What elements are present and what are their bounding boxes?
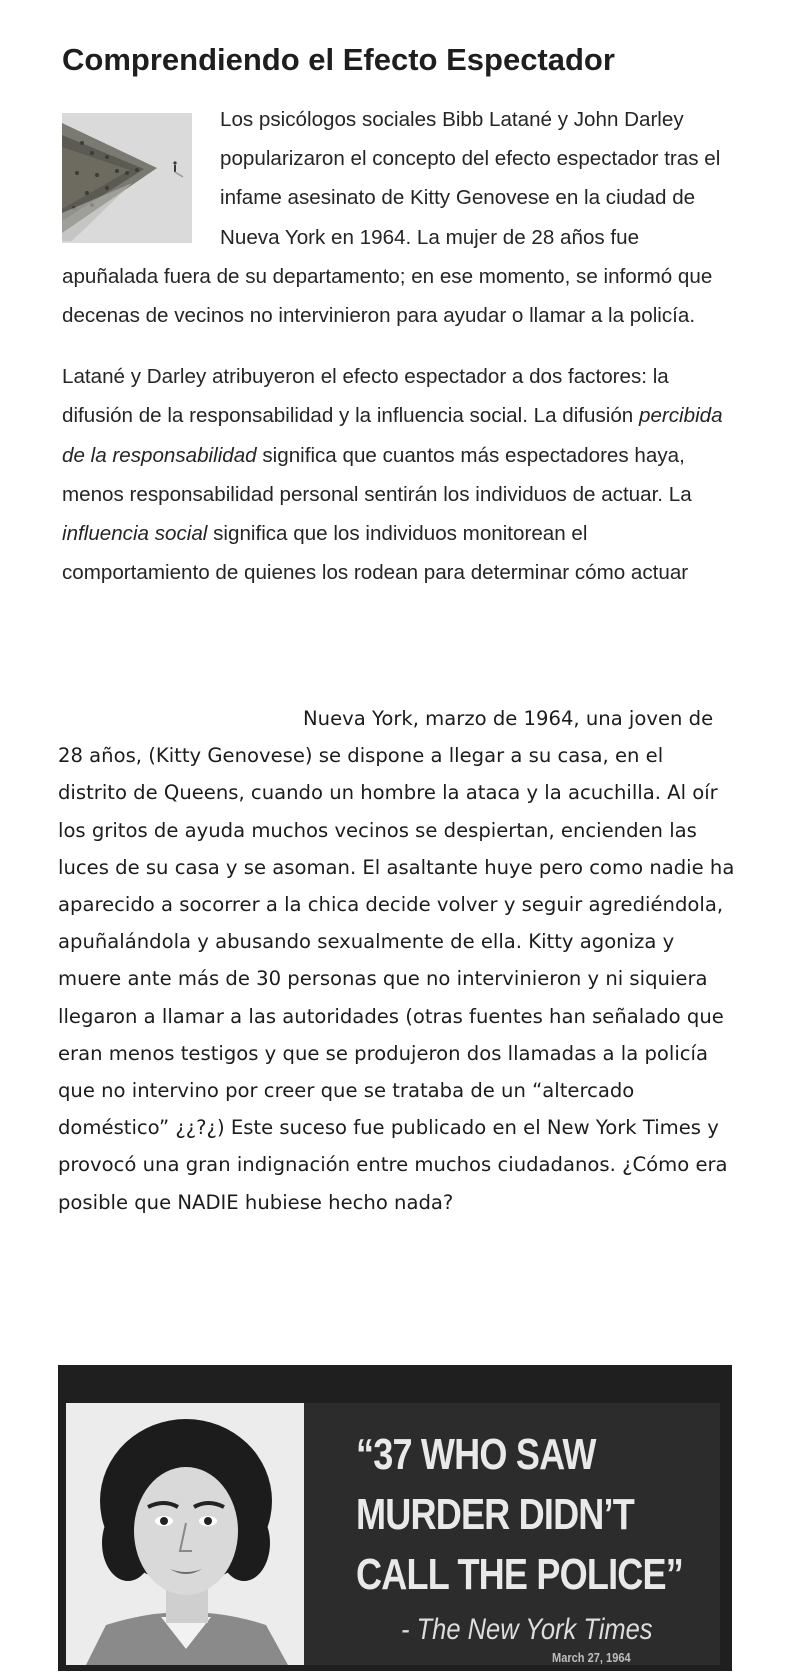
p2-emphasis-1: percibida de la responsabilidad: [62, 404, 723, 467]
headline-quote: [356, 1425, 683, 1605]
p2-part-c: significa que los individuos monitorean el comportamiento de quienes los rodean para determinar cómo actuar: [62, 522, 689, 585]
article-title: Comprendiendo el Efecto Espectador: [62, 42, 615, 77]
kitty-genovese-photo: [66, 1403, 304, 1665]
p2-part-b: significa que cuantos más espectadores haya, menos responsabilidad personal sentirán los individuos de actuar. La: [62, 443, 692, 506]
banner-panel: [66, 1403, 720, 1665]
quote-source: - The New York Times: [401, 1613, 653, 1646]
quote-date: March 27, 1964: [552, 1650, 631, 1665]
paragraph-1: [62, 100, 732, 335]
p2-part-a: Latané y Darley atribuyeron el efecto espectador a dos factores: la difusión de la responsabilidad y la influencia social. La difusión: [62, 365, 669, 428]
quote-line-2: MURDER DIDN’T: [356, 1490, 634, 1539]
news-banner-image: [58, 1365, 732, 1671]
quote-line-3: CALL THE POLICE”: [356, 1550, 683, 1599]
cut-divider: [0, 680, 789, 698]
quote-line-1: “37 WHO SAW: [356, 1430, 596, 1479]
second-article-text: [58, 700, 738, 1221]
article-body: [62, 100, 732, 592]
second-article-body: Nueva York, marzo de 1964, una joven de 28 años, (Kitty Genovese) se dispone a llegar a su casa, en el distrito de Queens, cuando un hombre la ataca y la acuchilla. Al oír los gritos de ayuda muchos vecinos se despiertan, encienden las luces de su casa y se asoman. El asaltante huye pero como nadie ha aparecido a socorrer a la chica decide volver y seguir agrediéndola, apuñalándola y abusando sexualmente de ella. Kitty agoniza y muere ante más de 30 personas que no intervinieron y ni siquiera llegaron a llamar a las autoridades (otras fuentes han señalado que eran menos testigos y que se produjeron dos llamadas a la policía que no intervino por creer que se trataba de un “altercado doméstico” ¿¿?¿) Este suceso fue publicado en el New York Times y provocó una gran indignación entre muchos ciudadanos. ¿Cómo era posible que NADIE hubiese hecho nada?: [58, 707, 735, 1214]
crowd-thumbnail-image: [62, 113, 192, 243]
paragraph-2: [62, 357, 732, 592]
paragraph-1-text: Los psicólogos sociales Bibb Latané y John Darley popularizaron el concepto del efecto espectador tras el infame asesinato de Kitty Genovese en la ciudad de Nueva York en 1964. La mujer de 28 años fue apuñalada fuera de su departamento; en ese momento, se informó que decenas de vecinos no intervinieron para ayudar o llamar a la policía.: [62, 108, 721, 328]
p2-emphasis-2: influencia social: [62, 522, 208, 546]
